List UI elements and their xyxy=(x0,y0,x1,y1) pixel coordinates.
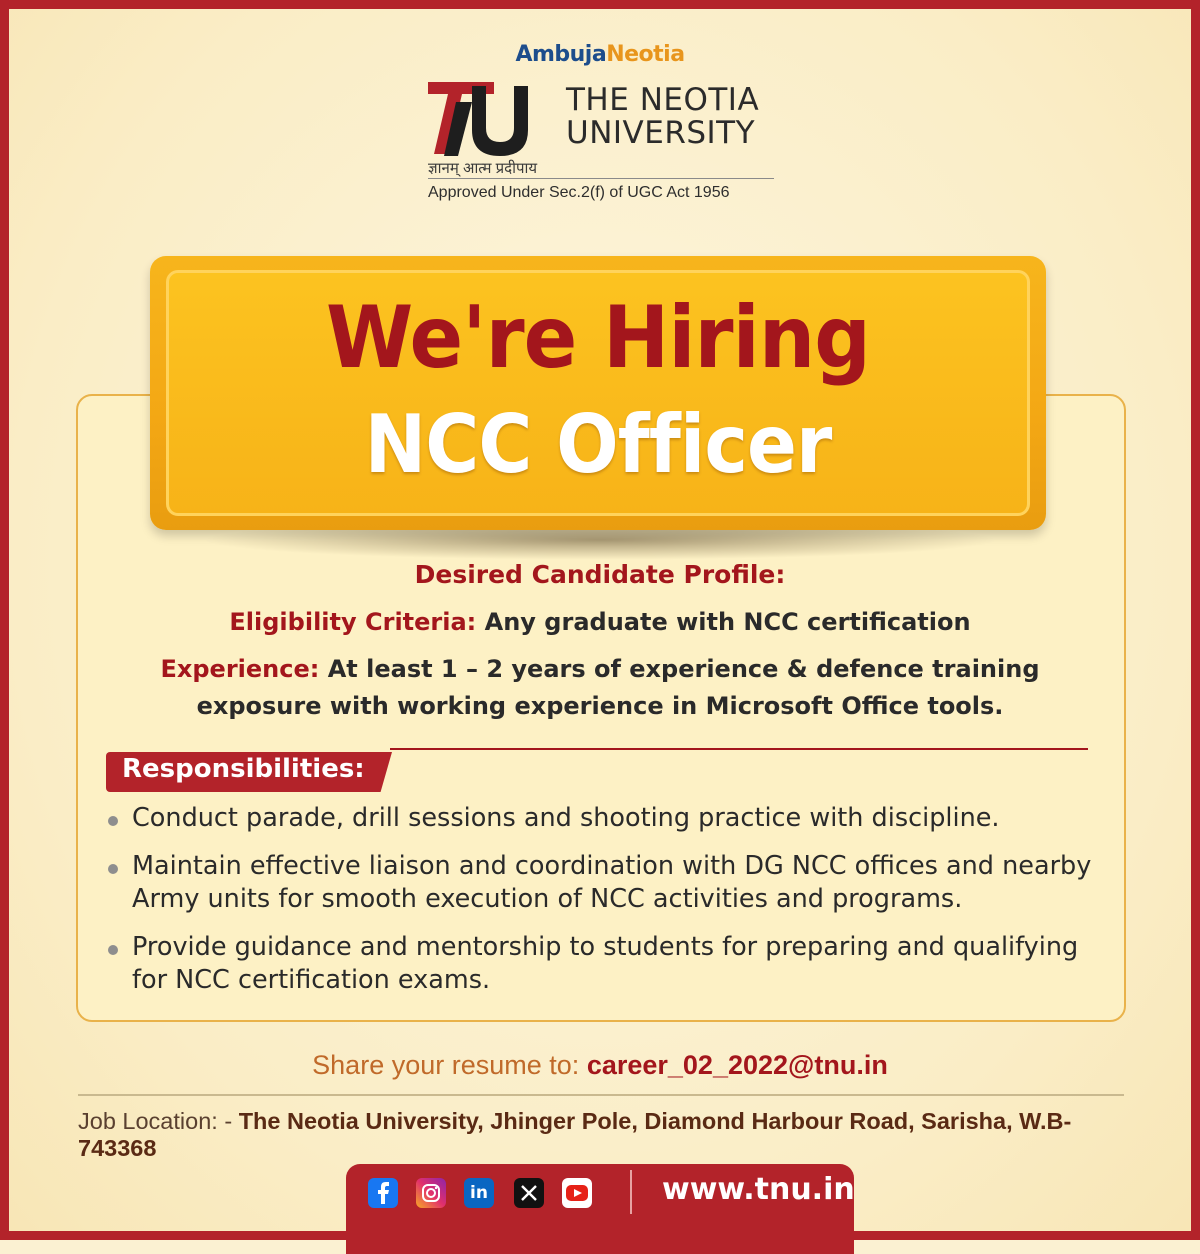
responsibilities-heading: Responsibilities: xyxy=(122,754,365,784)
bullet-icon xyxy=(108,816,118,826)
group-logo xyxy=(0,42,1200,67)
location-label: Job Location: - xyxy=(78,1108,233,1134)
university-name-line1: THE NEOTIA xyxy=(566,82,760,118)
group-logo-part1: Ambuja xyxy=(515,42,607,67)
social-divider xyxy=(630,1170,632,1214)
responsibilities-list xyxy=(106,802,1116,1012)
group-logo-part2: Neotia xyxy=(606,42,685,67)
responsibility-text: Provide guidance and mentorship to students for preparing and qualifying for NCC certification exams. xyxy=(132,932,1079,995)
responsibility-text: Conduct parade, drill sessions and shooting practice with discipline. xyxy=(132,803,1000,833)
tnu-logo-icon xyxy=(428,82,548,158)
job-location xyxy=(78,1108,1128,1162)
bullet-icon xyxy=(108,864,118,874)
share-label: Share your resume to: xyxy=(312,1050,580,1080)
profile-heading: Desired Candidate Profile: xyxy=(414,560,786,589)
job-role: NCC Officer xyxy=(364,398,832,491)
linkedin-icon[interactable]: in xyxy=(464,1178,494,1208)
career-email-link[interactable]: career_02_2022@tnu.in xyxy=(586,1050,888,1080)
footer-divider xyxy=(78,1094,1124,1096)
experience-label: Experience: xyxy=(160,655,320,683)
responsibility-text: Maintain effective liaison and coordination with DG NCC offices and nearby Army units for smooth execution of NCC activities and programs. xyxy=(132,851,1092,914)
list-item xyxy=(106,931,1116,997)
hiring-title: We're Hiring xyxy=(326,288,870,388)
list-item xyxy=(106,802,1116,835)
experience-line xyxy=(0,655,1200,683)
bullet-icon xyxy=(108,945,118,955)
logo-divider xyxy=(428,178,774,179)
eligibility-line xyxy=(0,608,1200,636)
eligibility-value: Any graduate with NCC certification xyxy=(484,608,971,636)
facebook-icon[interactable] xyxy=(368,1178,398,1208)
experience-value-line2: exposure with working experience in Microsoft Office tools. xyxy=(196,692,1004,720)
youtube-icon[interactable] xyxy=(562,1178,592,1208)
location-address: The Neotia University, Jhinger Pole, Diamond Harbour Road, Sarisha, W.B- 743368 xyxy=(78,1108,1072,1161)
university-name xyxy=(566,84,759,150)
x-icon[interactable] xyxy=(514,1178,544,1208)
responsibilities-divider xyxy=(390,748,1088,750)
approval-text: Approved Under Sec.2(f) of UGC Act 1956 xyxy=(428,184,730,201)
sanskrit-tagline: ज्ञानम् आत्म प्रदीपाय xyxy=(428,160,538,177)
list-item xyxy=(106,850,1116,916)
eligibility-label: Eligibility Criteria: xyxy=(229,608,477,636)
experience-value-line1: At least 1 – 2 years of experience & defence training xyxy=(327,655,1040,683)
website-link[interactable]: www.tnu.in xyxy=(662,1172,855,1207)
share-resume-line xyxy=(0,1050,1200,1081)
university-name-line2: UNIVERSITY xyxy=(566,115,756,151)
instagram-icon[interactable] xyxy=(416,1178,446,1208)
